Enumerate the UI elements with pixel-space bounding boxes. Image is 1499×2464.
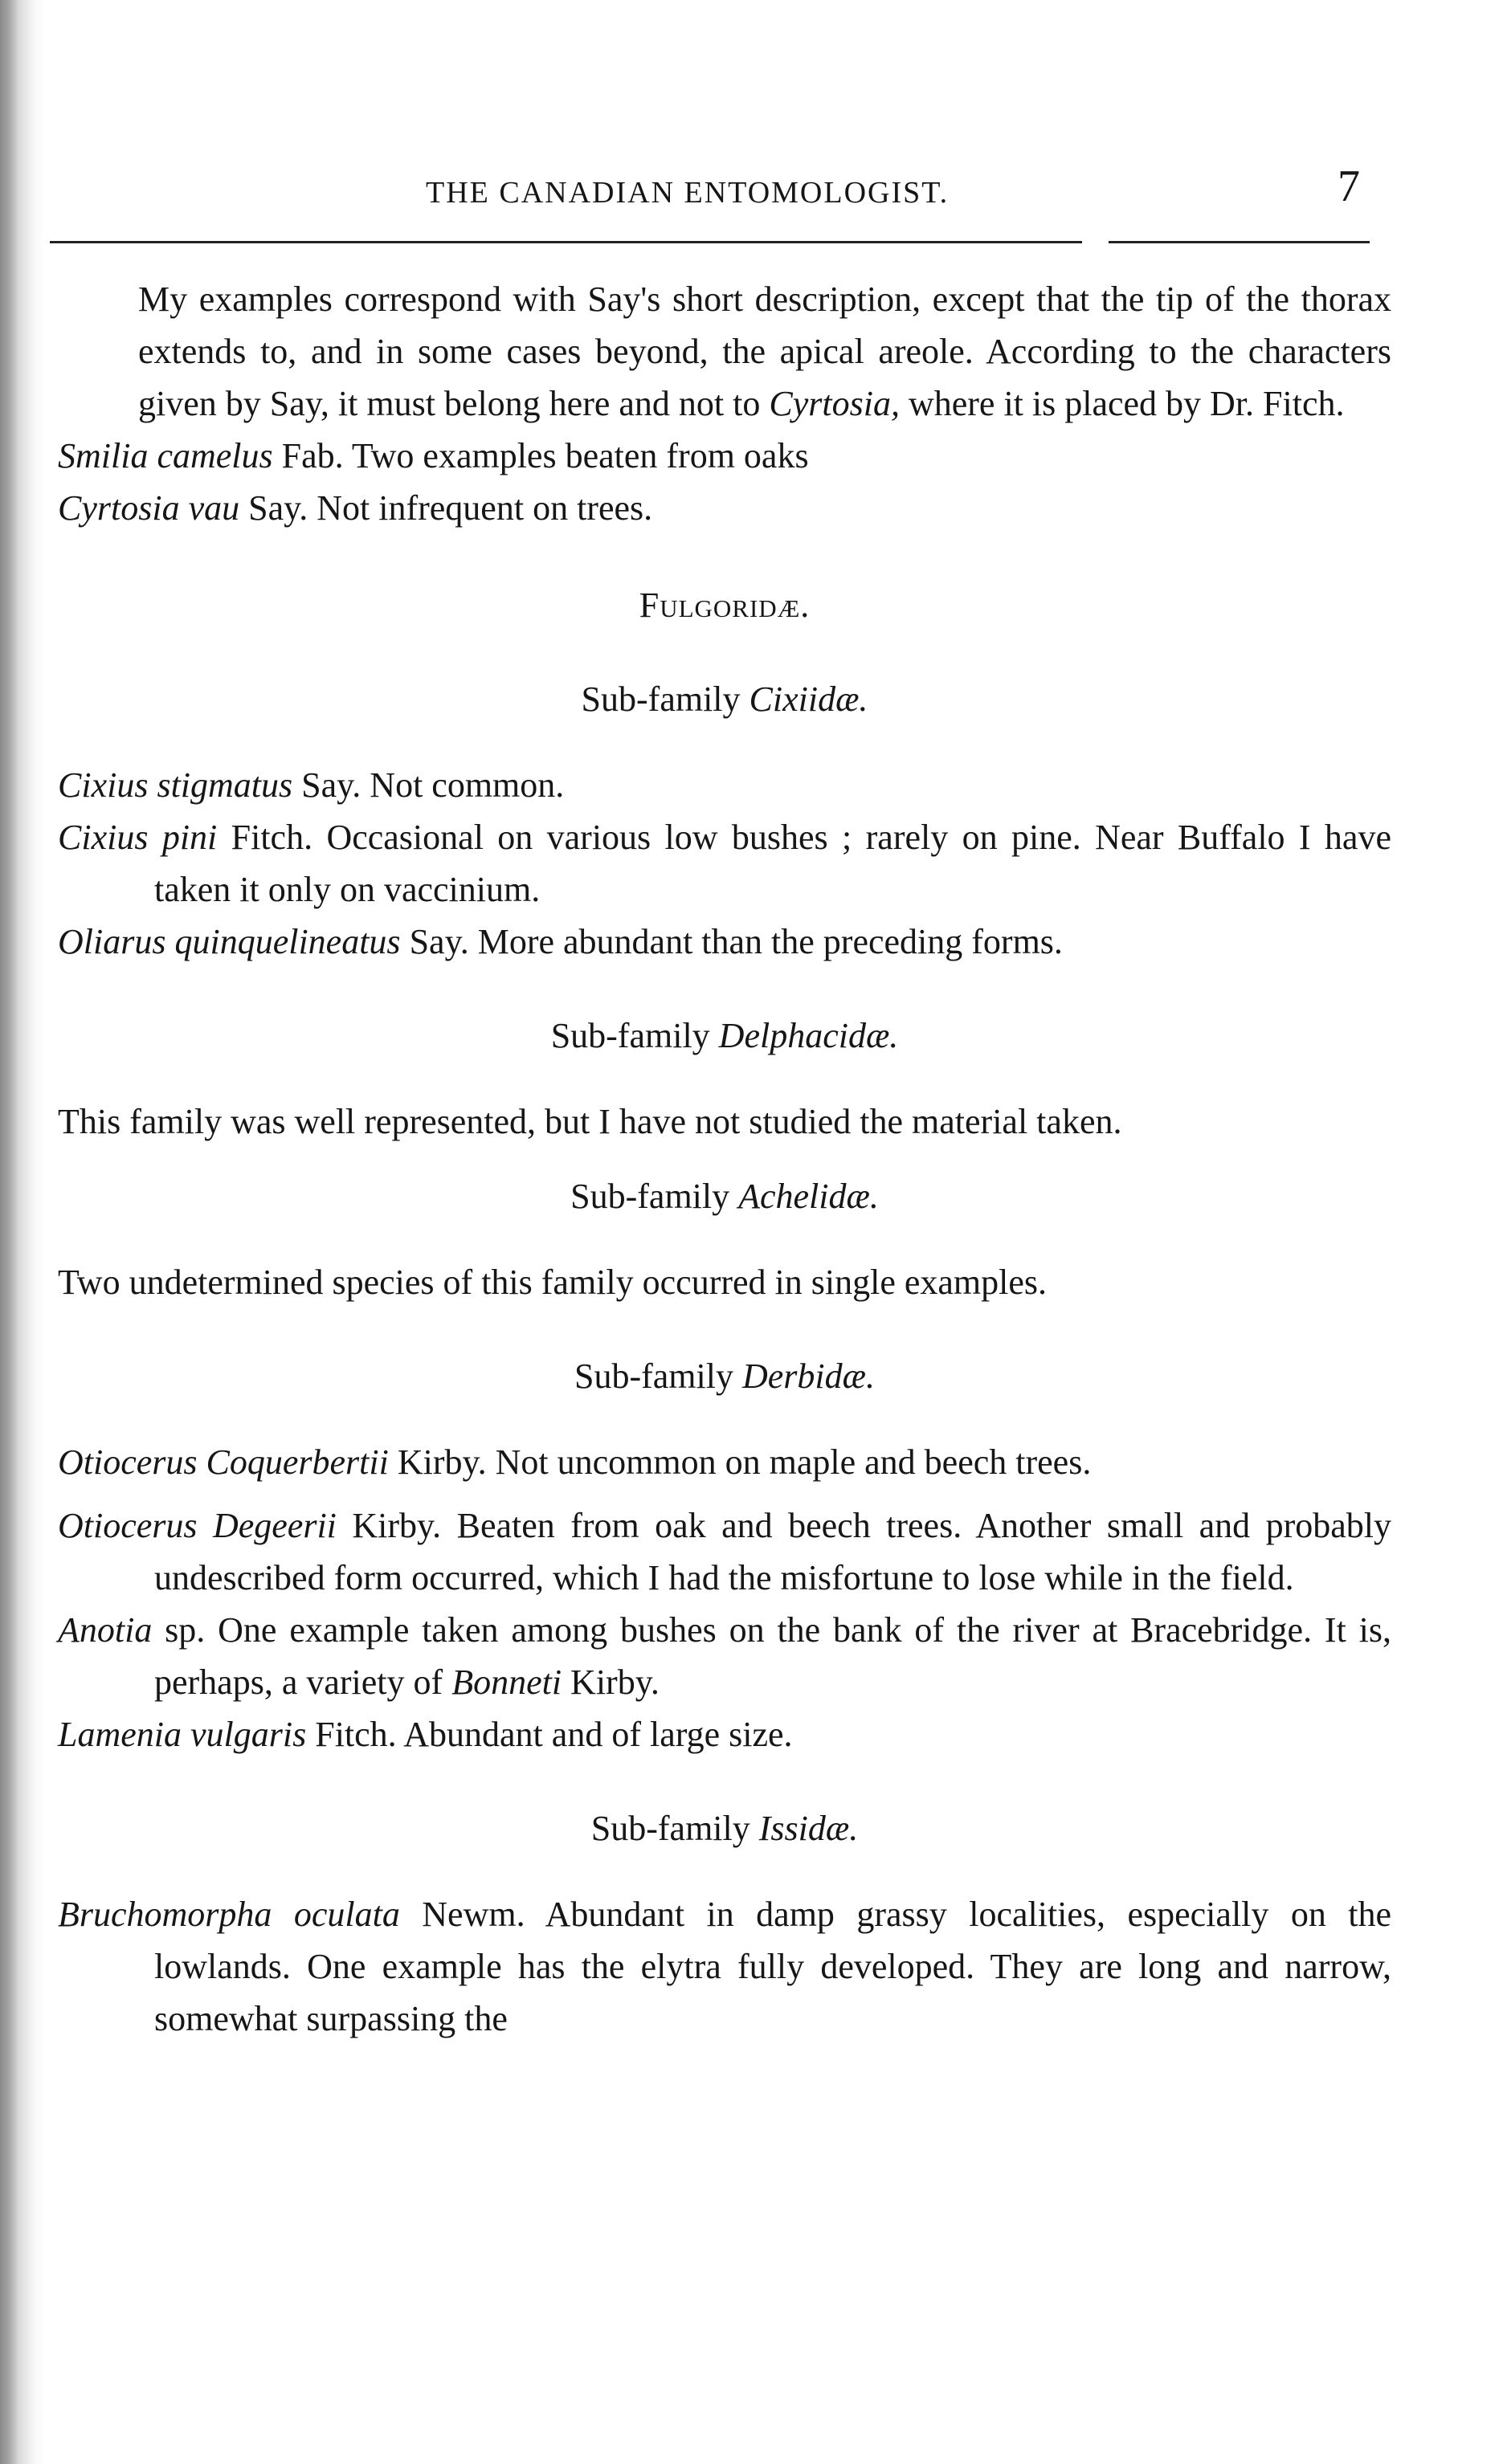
page-number: 7 [1338, 161, 1360, 211]
species-name: Otiocerus Degeerii [58, 1506, 337, 1545]
species-name: Bruchomorpha oculata [58, 1895, 400, 1934]
header-rule-left [50, 241, 1082, 243]
species-entry: Oliarus quinquelineatus Say. More abundant than the preceding forms. [58, 922, 1063, 961]
family-note: Two undetermined species of this family occurred in single examples. [58, 1263, 1048, 1302]
species-entry: Anotia sp. One example taken among bushes on the bank of the river at Bracebridge. It is, perhaps, a variety of Bonneti Kirby. [58, 1610, 1391, 1702]
species-name: Oliarus quinquelineatus [58, 922, 401, 961]
page-header [0, 161, 1499, 225]
species-entry: Cixius stigmatus Say. Not common. [58, 765, 565, 805]
species-entry: Smilia camelus Fab. Two examples beaten from oaks [58, 436, 809, 475]
running-title: THE CANADIAN ENTOMOLOGIST. [426, 176, 950, 210]
species-name: Bonneti [451, 1662, 562, 1702]
species-name: Lamenia vulgaris [58, 1715, 307, 1754]
species-name: Anotia [58, 1610, 153, 1650]
species-entry: Lamenia vulgaris Fitch. Abundant and of large size. [58, 1715, 793, 1754]
subfamily-heading-cixiidae: Sub-family Cixiidæ. [581, 679, 868, 719]
family-note: This family was well represented, but I have not studied the material taken. [58, 1102, 1122, 1141]
family-heading: Fulgoridæ. [639, 585, 811, 625]
species-entry: Cyrtosia vau Say. Not infrequent on trees. [58, 488, 653, 528]
species-name: Cixius pini [58, 818, 218, 857]
species-entry: Otiocerus Coquerbertii Kirby. Not uncommon on maple and beech trees. [58, 1442, 1092, 1482]
scanned-page-edge [0, 0, 45, 2464]
page-body [58, 273, 1391, 2045]
species-entry: Otiocerus Degeerii Kirby. Beaten from oak and beech trees. Another small and probably undescribed form occurred, which I had the misfortune to lose while in the field. [58, 1506, 1391, 1597]
subfamily-heading-derbidae: Sub-family Derbidæ. [574, 1356, 875, 1396]
species-entry: Bruchomorpha oculata Newm. Abundant in damp grassy localities, especially on the lowlands. One example has the elytra fully developed. They are long and narrow, somewhat surpassing the [58, 1895, 1391, 2038]
subfamily-heading-delphacidae: Sub-family Delphacidæ. [550, 1016, 899, 1055]
species-entry: Cixius pini Fitch. Occasional on various low bushes ; rarely on pine. Near Buffalo I have taken it only on vaccinium. [58, 818, 1391, 909]
header-rule-right [1109, 241, 1370, 243]
genus-name: Cyrtosia, [769, 384, 900, 423]
species-name: Cixius stigmatus [58, 765, 293, 805]
subfamily-heading-achelidae: Sub-family Achelidæ. [570, 1177, 879, 1216]
species-name: Smilia camelus [58, 436, 273, 475]
species-name: Otiocerus Coquerbertii [58, 1442, 389, 1482]
species-name: Cyrtosia vau [58, 488, 240, 528]
intro-paragraph: My examples correspond with Say's short description, except that the tip of the thorax extends to, and in some cases beyond, the apical areole. According to the characters given by Say, it must belong here and not to Cyrtosia, where it is placed by Dr. Fitch. [138, 279, 1391, 423]
subfamily-heading-issidae: Sub-family Issidæ. [590, 1809, 859, 1848]
